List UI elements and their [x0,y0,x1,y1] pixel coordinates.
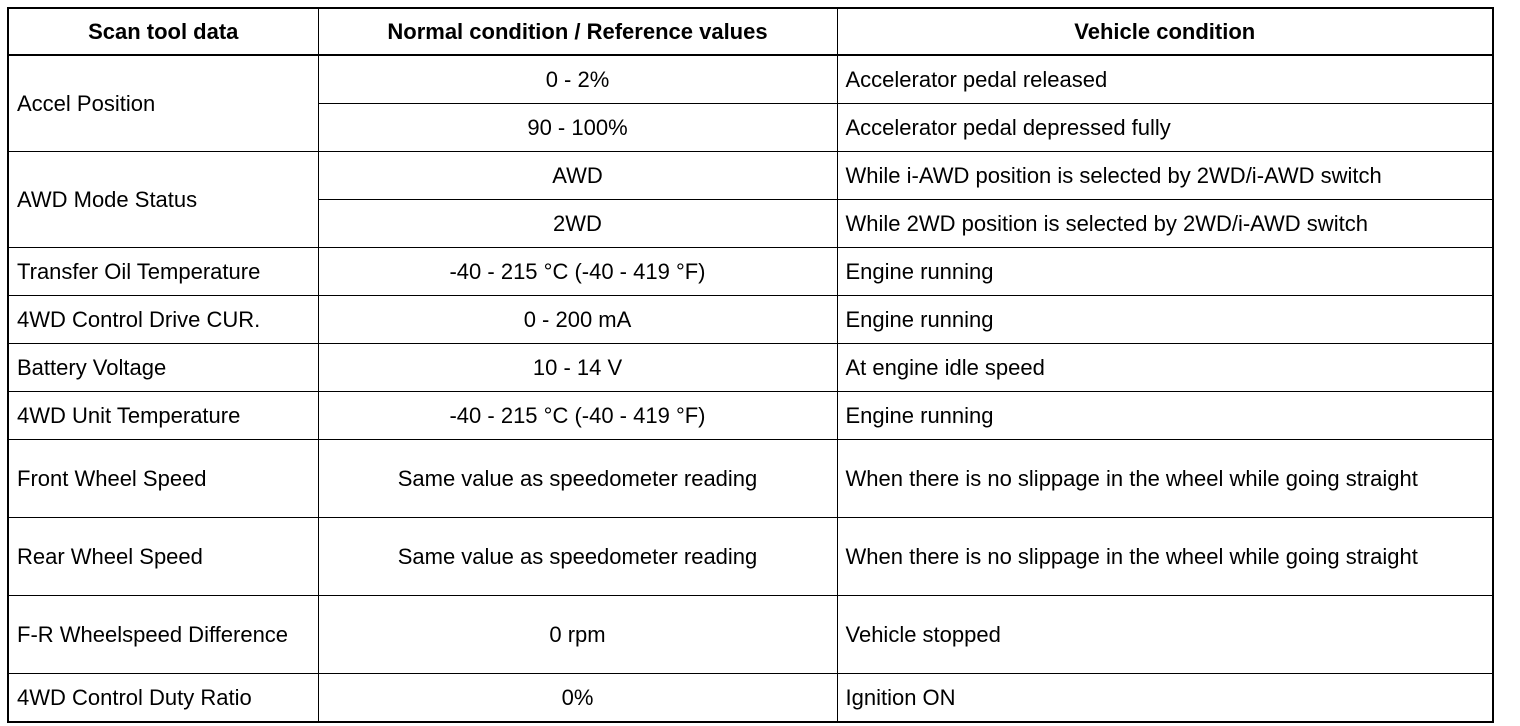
scan-item-name: F-R Wheelspeed Difference [8,596,318,674]
vehicle-condition: Accelerator pedal depressed fully [837,104,1493,152]
reference-value: AWD [318,152,837,200]
vehicle-condition: Engine running [837,392,1493,440]
vehicle-condition: While i-AWD position is selected by 2WD/i-AWD switch [837,152,1493,200]
table-row [8,152,1493,200]
reference-value: Same value as speedometer reading [318,518,837,596]
header-reference-values: Normal condition / Reference values [318,8,837,55]
scan-item-name: Transfer Oil Temperature [8,248,318,296]
table-row [8,55,1493,104]
scan-item-name: 4WD Unit Temperature [8,392,318,440]
scan-item-name: Battery Voltage [8,344,318,392]
table-row [8,518,1493,596]
header-scan-tool-data: Scan tool data [8,8,318,55]
vehicle-condition: When there is no slippage in the wheel while going straight [837,518,1493,596]
table-header-row [8,8,1493,55]
reference-value: 2WD [318,200,837,248]
header-vehicle-condition: Vehicle condition [837,8,1493,55]
vehicle-condition: While 2WD position is selected by 2WD/i-AWD switch [837,200,1493,248]
table-row [8,344,1493,392]
scan-item-name: Rear Wheel Speed [8,518,318,596]
vehicle-condition: Engine running [837,296,1493,344]
reference-value: 10 - 14 V [318,344,837,392]
reference-value: 90 - 100% [318,104,837,152]
reference-value: -40 - 215 °C (-40 - 419 °F) [318,248,837,296]
table-row [8,596,1493,674]
scan-item-name: AWD Mode Status [8,152,318,248]
vehicle-condition: Vehicle stopped [837,596,1493,674]
table-row [8,440,1493,518]
table-row [8,392,1493,440]
table-row [8,674,1493,723]
vehicle-condition: When there is no slippage in the wheel while going straight [837,440,1493,518]
reference-value: 0% [318,674,837,723]
table-row [8,296,1493,344]
scan-item-name: Front Wheel Speed [8,440,318,518]
scan-item-name: 4WD Control Drive CUR. [8,296,318,344]
reference-value: 0 rpm [318,596,837,674]
reference-value: -40 - 215 °C (-40 - 419 °F) [318,392,837,440]
vehicle-condition: At engine idle speed [837,344,1493,392]
scan-item-name: Accel Position [8,55,318,152]
vehicle-condition: Ignition ON [837,674,1493,723]
vehicle-condition: Engine running [837,248,1493,296]
scan-item-name: 4WD Control Duty Ratio [8,674,318,723]
reference-value: 0 - 2% [318,55,837,104]
scan-tool-data-table [7,7,1494,723]
table-row [8,248,1493,296]
reference-value: 0 - 200 mA [318,296,837,344]
reference-value: Same value as speedometer reading [318,440,837,518]
vehicle-condition: Accelerator pedal released [837,55,1493,104]
